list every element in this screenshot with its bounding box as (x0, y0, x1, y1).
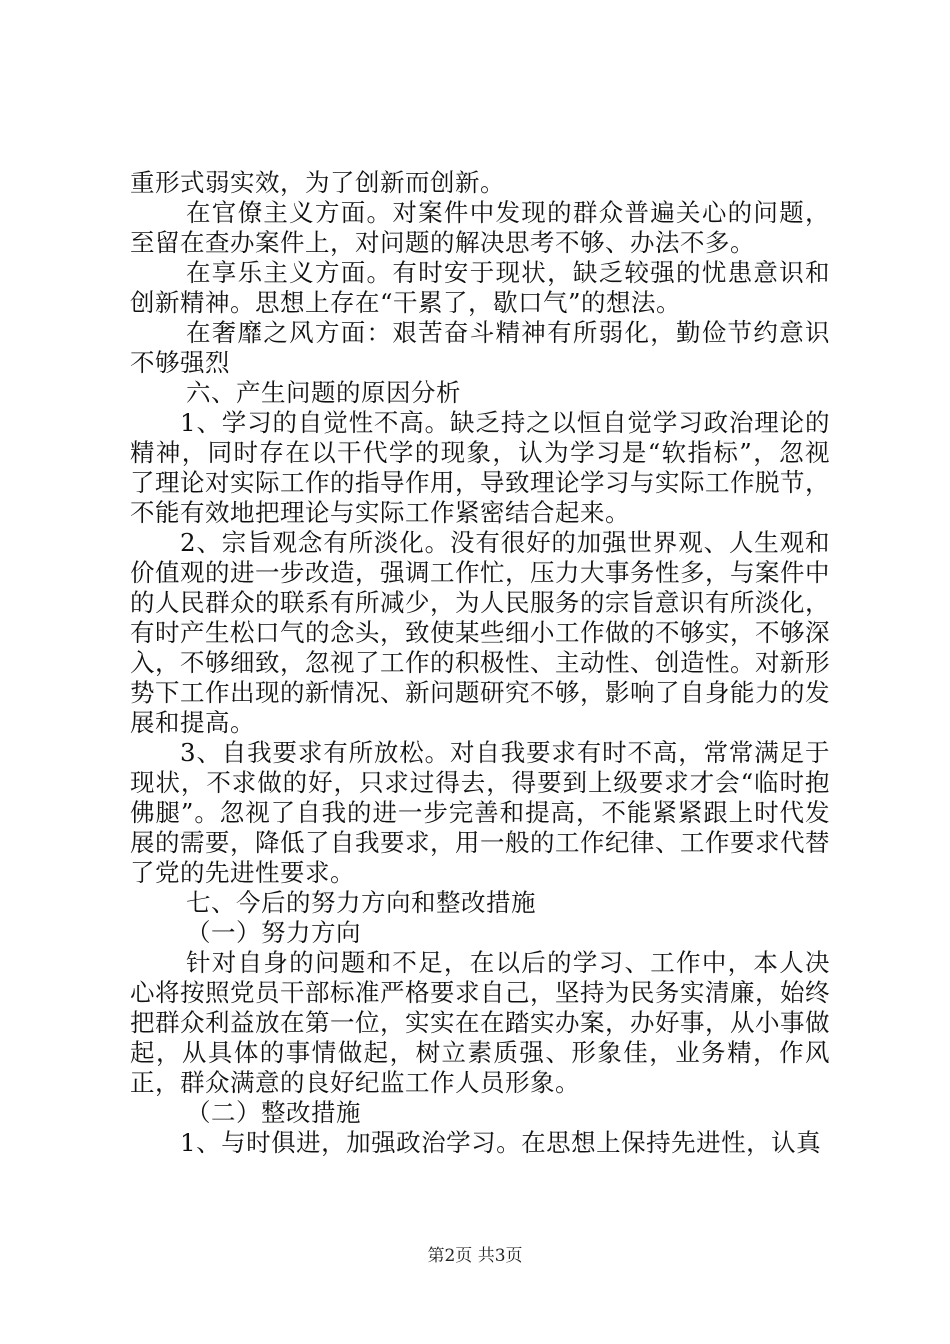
paragraph-measure-1: 1、与时俱进，加强政治学习。在思想上保持先进性，认真 (180, 1128, 822, 1157)
paragraph-direction: 针对自身的问题和不足，在以后的学习、工作中，本人决心将按照党员干部标准严格要求自己，坚持为民务实清廉，始终把群众利益放在第一位，实实在在踏实办案，办好事，从小事做起，从具体的事情做起，树立素质强、形象佳，业务精，作风正，群众满意的良好纪监工作人员形象。 (130, 948, 830, 1097)
paragraph-hedonism: 在享乐主义方面。有时安于现状，缺乏较强的忧患意识和创新精神。思想上存在“干累了，歇口气”的想法。 (130, 258, 830, 317)
paragraph-bureaucratism: 在官僚主义方面。对案件中发现的群众普遍关心的问题，至留在查办案件上，对问题的解决思考不够、办法不多。 (130, 198, 830, 257)
paragraph-cause-1: 1、学习的自觉性不高。缺乏持之以恒自觉学习政治理论的精神，同时存在以干代学的现象，认为学习是“软指标”，忽视了理论对实际工作的指导作用，导致理论学习与实际工作脱节，不能有效地把理论与实际工作紧密结合起来。 (130, 408, 830, 527)
section-heading-causes: 六、产生问题的原因分析 (186, 378, 461, 407)
subheading-direction: （一）努力方向 (186, 918, 361, 947)
paragraph-continuation: 重形式弱实效，为了创新而创新。 (130, 168, 505, 197)
paragraph-cause-2: 2、宗旨观念有所淡化。没有很好的加强世界观、人生观和价值观的进一步改造，强调工作忙，压力大事务性多，与案件中的人民群众的联系有所减少，为人民服务的宗旨意识有所淡化，有时产生松口气的念头，致使某些细小工作做的不够实，不够深入，不够细致，忽视了工作的积极性、主动性、创造性。对新形势下工作出现的新情况、新问题研究不够，影响了自身能力的发展和提高。 (130, 528, 830, 737)
section-heading-direction: 七、今后的努力方向和整改措施 (186, 888, 536, 917)
document-body (130, 168, 830, 1158)
page-footer: 第2页 共3页 (427, 1246, 523, 1266)
paragraph-cause-3: 3、自我要求有所放松。对自我要求有时不高，常常满足于现状，不求做的好，只求过得去，得要到上级要求才会“临时抱佛腿”。忽视了自我的进一步完善和提高，不能紧紧跟上时代发展的需要，降低了自我要求，用一般的工作纪律、工作要求代替了党的先进性要求。 (130, 738, 830, 887)
subheading-measures: （二）整改措施 (186, 1098, 361, 1127)
paragraph-extravagance: 在奢靡之风方面：艰苦奋斗精神有所弱化，勤俭节约意识不够强烈 (130, 318, 830, 377)
